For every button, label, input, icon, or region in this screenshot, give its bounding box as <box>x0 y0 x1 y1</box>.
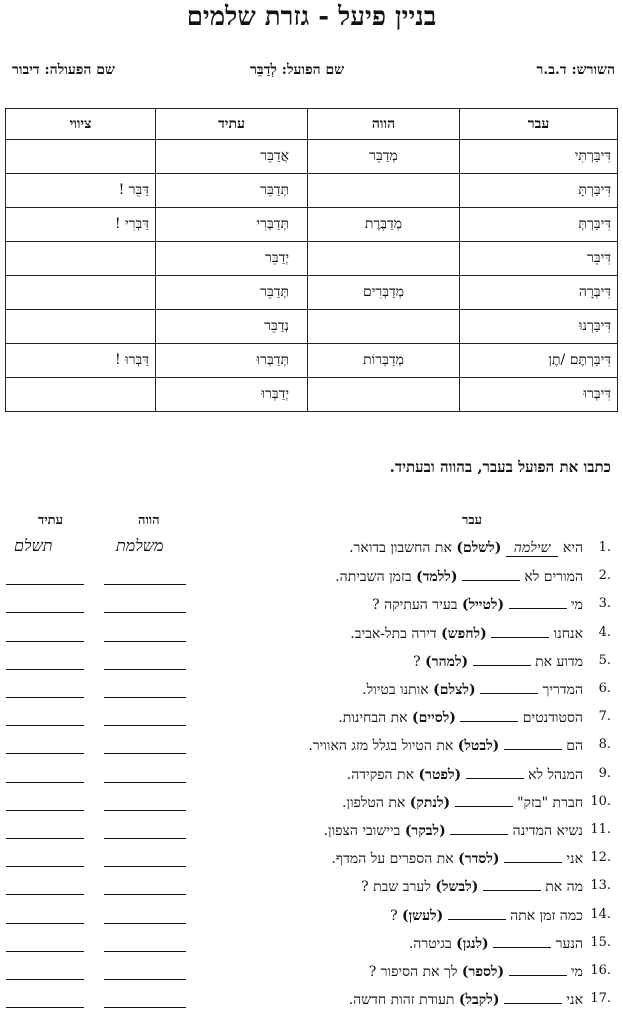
verb-infinitive: (לבשל) <box>435 879 479 895</box>
future-answer-line[interactable] <box>6 782 84 783</box>
exercise-sentence <box>342 794 583 812</box>
future-answer-line[interactable] <box>6 894 84 895</box>
cell-imperative <box>6 140 156 174</box>
cell-past: דִּיבַּרְתְּ <box>460 208 618 242</box>
cell-future: יְדַבֵּר <box>156 242 308 276</box>
future-answer-line[interactable] <box>6 753 84 754</box>
future-answer-line[interactable] <box>6 612 84 613</box>
cell-past: דִּיבְּרוּ <box>460 378 618 412</box>
verb-infinitive: (לנתק) <box>409 795 451 811</box>
col-header-future: עתיד <box>156 109 308 140</box>
sentence-start: הנער <box>555 936 583 952</box>
verb-infinitive: (לספר) <box>461 964 505 980</box>
future-answer-line[interactable] <box>6 951 84 952</box>
exercise-sentence <box>331 850 583 868</box>
present-answer-line[interactable] <box>104 753 186 754</box>
item-number: 1. <box>598 540 611 555</box>
sentence-end: את הספרים על המדף. <box>331 851 454 867</box>
verb-infinitive: (לעשן) <box>402 908 444 924</box>
cell-past: דִּיבַּרְתָּ <box>460 174 618 208</box>
present-answer-line[interactable] <box>104 923 186 924</box>
verb-infinitive: (ללמד) <box>416 569 458 585</box>
future-answer-line[interactable] <box>6 979 84 980</box>
future-answer-line[interactable] <box>6 923 84 924</box>
future-answer-line[interactable] <box>6 810 84 811</box>
sentence-start: כמה זמן אתה <box>510 908 583 924</box>
sentence-end: תעודת זהות חדשה. <box>348 992 455 1008</box>
item-number: 12. <box>590 850 611 865</box>
sentence-start: נשיא המדינה <box>512 823 583 839</box>
verb-infinitive: (לטייל) <box>461 597 505 613</box>
item-number: 10. <box>590 794 611 809</box>
cell-future: נְדַבֵּר <box>156 310 308 344</box>
sentence-start: אני <box>566 851 583 867</box>
future-answer-line[interactable] <box>6 725 84 726</box>
exercise-instruction: כתבו את הפועל בעבר, בהווה ובעתיד. <box>389 458 611 476</box>
cell-future: תְּדַבְּרוּ <box>156 344 308 378</box>
conjugation-row <box>6 276 618 310</box>
exercise-sentence <box>308 737 583 755</box>
item-number: 2. <box>598 568 611 583</box>
cell-imperative <box>6 276 156 310</box>
sentence-end: את הטלפון. <box>341 795 406 811</box>
past-blank[interactable] <box>504 850 562 863</box>
exercise-sentence <box>349 540 583 557</box>
item-number: 5. <box>598 653 611 668</box>
cell-past: דִּיבְּרָה <box>460 276 618 310</box>
cell-present <box>308 174 460 208</box>
item-number: 8. <box>598 737 611 752</box>
present-answer-line[interactable] <box>104 810 186 811</box>
cell-past: דִּיבַּרְתִּי <box>460 140 618 174</box>
sentence-end: אותנו בטיול. <box>362 682 429 698</box>
verb-infinitive: (לקבל) <box>458 992 500 1008</box>
future-answer-line[interactable] <box>6 697 84 698</box>
sentence-start: הסטודנטים <box>522 710 583 726</box>
sentence-end: דירה בתל-אביב. <box>350 626 437 642</box>
verb-infinitive: (לבקר) <box>404 823 446 839</box>
sentence-start: אנחנו <box>553 626 583 642</box>
sentence-end: את החשבון בדואר. <box>349 540 452 556</box>
sentence-start: חברת "בזק" <box>517 795 583 811</box>
present-answer-line[interactable] <box>104 951 186 952</box>
cell-imperative: דַּבְּרוּ ! <box>6 344 156 378</box>
cell-present: מְדַבְּרוֹת <box>308 344 460 378</box>
past-blank[interactable] <box>466 766 524 779</box>
conjugation-row <box>6 310 618 344</box>
sentence-end: בזמן השביתה. <box>335 569 412 585</box>
present-answer-line[interactable] <box>104 669 186 670</box>
item-number: 16. <box>590 963 611 978</box>
sentence-start: הם <box>566 738 583 754</box>
past-blank[interactable] <box>493 935 551 948</box>
conjugation-row <box>6 174 618 208</box>
past-blank[interactable] <box>455 794 513 807</box>
exercise-sentence <box>347 766 583 784</box>
item-number: 14. <box>590 907 611 922</box>
sentence-start: מדוע את <box>535 654 583 670</box>
sentence-end: את הבחינות. <box>338 710 408 726</box>
conjugation-row <box>6 208 618 242</box>
item-number: 3. <box>598 596 611 611</box>
sentence-end: לך את הסיפור ? <box>368 964 458 980</box>
cell-present: מְדַבְּרִים <box>308 276 460 310</box>
sample-future-answer: תשלם <box>14 536 53 555</box>
cell-present <box>308 242 460 276</box>
item-number: 7. <box>598 709 611 724</box>
sentence-end: את הטיול בגלל מזג האוויר. <box>308 738 454 754</box>
sentence-start: אני <box>566 992 583 1008</box>
verb-infinitive: (לסיים) <box>412 710 456 726</box>
exercise-col-present: הווה <box>138 513 160 528</box>
cell-present: מְדַבֶּרֶת <box>308 208 460 242</box>
sentence-start: מי <box>571 964 583 980</box>
sentence-start: היא <box>562 540 583 556</box>
exercise-sentence <box>362 681 583 699</box>
sample-present-answer: משלמת <box>116 536 164 555</box>
conjugation-table <box>5 108 618 412</box>
sample-past-answer: שילמה <box>506 540 559 557</box>
future-answer-line[interactable] <box>6 838 84 839</box>
past-blank[interactable] <box>480 681 538 694</box>
sentence-end: בעיר העתיקה ? <box>372 597 458 613</box>
cell-present <box>308 378 460 412</box>
future-answer-line[interactable] <box>6 866 84 867</box>
sentence-end: את הפקידה. <box>346 767 414 783</box>
sentence-end: ביישובי הצפון. <box>323 823 401 839</box>
col-header-imperative: ציווי <box>6 109 156 140</box>
root-label: השורש: ד.ב.ר <box>536 62 615 78</box>
present-answer-line[interactable] <box>104 782 186 783</box>
exercise-sentence <box>361 878 583 896</box>
verbal-noun-label: שם הפעולה: דיבור <box>12 62 115 78</box>
verb-infinitive: (לפטר) <box>418 767 462 783</box>
col-header-past: עבר <box>460 109 618 140</box>
exercise-col-past: עבר <box>462 513 483 528</box>
item-number: 11. <box>590 822 611 837</box>
conjugation-header-row <box>6 109 618 140</box>
conjugation-row <box>6 140 618 174</box>
present-answer-line[interactable] <box>104 584 186 585</box>
cell-future: תְּדַבֵּר <box>156 276 308 310</box>
exercise-sentence <box>335 568 583 586</box>
conjugation-row <box>6 242 618 276</box>
sentence-end: בגיטרה. <box>408 936 452 952</box>
present-answer-line[interactable] <box>104 641 186 642</box>
cell-imperative <box>6 242 156 276</box>
past-blank[interactable] <box>509 596 567 609</box>
sentence-end: לערב שבת ? <box>361 879 431 895</box>
cell-imperative: דַּבְּרִי ! <box>6 208 156 242</box>
item-number: 6. <box>598 681 611 696</box>
verb-infinitive: (לשלם) <box>456 540 502 556</box>
past-blank[interactable] <box>448 907 506 920</box>
verb-infinitive: (לנגן) <box>456 936 489 952</box>
verb-infinitive: (למהר) <box>425 654 469 670</box>
cell-future: יְדַבְּרוּ <box>156 378 308 412</box>
future-answer-line[interactable] <box>6 584 84 585</box>
sentence-end: ? <box>390 908 398 924</box>
present-answer-line[interactable] <box>104 894 186 895</box>
present-answer-line[interactable] <box>104 866 186 867</box>
present-answer-line[interactable] <box>104 1007 186 1008</box>
infinitive-label: שם הפועל: לְדַבֵּר <box>250 62 345 78</box>
exercise-sentence <box>338 709 583 727</box>
present-answer-line[interactable] <box>104 725 186 726</box>
item-number: 13. <box>590 878 611 893</box>
past-blank[interactable] <box>473 653 531 666</box>
cell-future: תְּדַבֵּר <box>156 174 308 208</box>
exercise-sentence <box>372 596 583 614</box>
exercise-sentence <box>324 822 583 840</box>
past-blank[interactable] <box>462 568 520 581</box>
verb-infinitive: (לחפש) <box>441 626 487 642</box>
cell-past: דִּיבַּרְתֶּם /תֶן <box>460 344 618 378</box>
sentence-start: המורים לא <box>524 569 583 585</box>
past-blank[interactable] <box>504 737 562 750</box>
present-answer-line[interactable] <box>104 838 186 839</box>
cell-imperative <box>6 310 156 344</box>
exercise-sentence <box>369 963 583 981</box>
exercise-sentence <box>413 653 583 671</box>
exercise-sentence <box>349 991 583 1009</box>
sentence-start: מי <box>571 597 583 613</box>
conjugation-row <box>6 378 618 412</box>
cell-present <box>308 310 460 344</box>
past-blank[interactable] <box>509 963 567 976</box>
cell-past: דִּיבַּרְנוּ <box>460 310 618 344</box>
sentence-start: המדריך <box>542 682 583 698</box>
past-blank[interactable] <box>491 625 549 638</box>
cell-present: מְדַבֵּר <box>308 140 460 174</box>
item-number: 9. <box>598 766 611 781</box>
sentence-start: המנהל לא <box>528 767 583 783</box>
cell-imperative <box>6 378 156 412</box>
cell-future: אֲדַבֵּר <box>156 140 308 174</box>
conjugation-row <box>6 344 618 378</box>
item-number: 17. <box>590 991 611 1006</box>
sentence-start: מה את <box>545 879 583 895</box>
page-title: בניין פיעל - גזרת שלמים <box>186 2 437 32</box>
sentence-end: ? <box>413 654 421 670</box>
present-answer-line[interactable] <box>104 612 186 613</box>
past-blank[interactable] <box>450 822 508 835</box>
past-blank[interactable] <box>504 991 562 1004</box>
cell-imperative: דַּבֵּר ! <box>6 174 156 208</box>
exercise-col-future: עתיד <box>38 513 63 528</box>
past-blank[interactable] <box>483 878 541 891</box>
future-answer-line[interactable] <box>6 641 84 642</box>
past-blank[interactable] <box>460 709 518 722</box>
future-answer-line[interactable] <box>6 669 84 670</box>
verb-infinitive: (לסדר) <box>458 851 500 867</box>
verb-infinitive: (לבטל) <box>457 738 500 754</box>
cell-future: תְּדַבְּרִי <box>156 208 308 242</box>
verb-infinitive: (לצלם) <box>433 682 476 698</box>
item-number: 4. <box>598 625 611 640</box>
future-answer-line[interactable] <box>6 1007 84 1008</box>
present-answer-line[interactable] <box>104 979 186 980</box>
exercise-sentence <box>350 625 583 643</box>
cell-past: דִּיבֵּר <box>460 242 618 276</box>
present-answer-line[interactable] <box>104 697 186 698</box>
exercise-sentence <box>409 935 583 953</box>
exercise-sentence <box>390 907 583 925</box>
item-number: 15. <box>590 935 611 950</box>
col-header-present: הווה <box>308 109 460 140</box>
